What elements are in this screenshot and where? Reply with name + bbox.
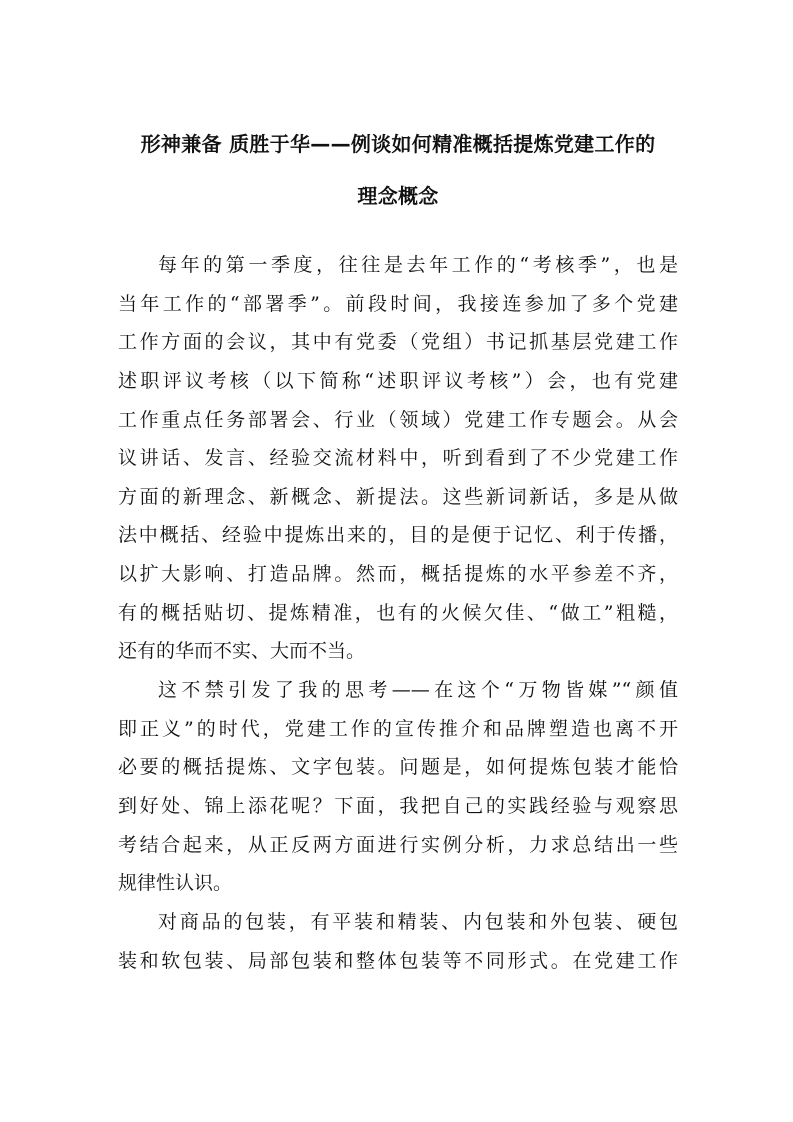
document-title-line-2: 理念概念	[357, 184, 439, 208]
paragraph-line: 到好处、锦上添花呢？下面，我把自己的实践经验与观察思	[118, 794, 678, 817]
paragraph-line: 以扩大影响、打造品牌。然而，概括提炼的水平参差不齐，	[118, 563, 678, 586]
document-title-line-1: 形神兼备 质胜于华——例谈如何精准概括提炼党建工作的	[140, 132, 656, 156]
paragraph-line: 对商品的包装，有平装和精装、内包装和外包装、硬包	[158, 910, 678, 933]
paragraph-line: 装和软包装、局部包装和整体包装等不同形式。在党建工作	[118, 949, 678, 972]
paragraph-line: 当年工作的“部署季”。前段时间，我接连参加了多个党建	[118, 292, 678, 315]
paragraph-line: 规律性认识。	[118, 872, 233, 895]
paragraph-line: 工作方面的会议，其中有党委（党组）书记抓基层党建工作	[118, 331, 678, 354]
paragraph-line: 每年的第一季度，往往是去年工作的“考核季”，也是	[158, 254, 678, 276]
paragraph-2	[118, 671, 678, 903]
paragraph-line: 有的概括贴切、提炼精准，也有的火候欠佳、“做工”粗糙，	[118, 601, 678, 624]
paragraph-line: 工作重点任务部署会、行业（领域）党建工作专题会。从会	[118, 408, 678, 431]
paragraph-line: 述职评议考核（以下简称“述职评议考核”）会，也有党建	[118, 369, 678, 392]
paragraph-line: 考结合起来，从正反两方面进行实例分析，力求总结出一些	[118, 833, 678, 856]
paragraph-line: 即正义”的时代，党建工作的宣传推介和品牌塑造也离不开	[118, 717, 678, 740]
paragraph-1	[118, 246, 678, 671]
paragraph-line: 还有的华而不实、大而不当。	[118, 640, 366, 663]
paragraph-line: 方面的新理念、新概念、新提法。这些新词新话，多是从做	[118, 485, 678, 508]
paragraph-line: 必要的概括提炼、文字包装。问题是，如何提炼包装才能恰	[118, 756, 678, 779]
document-body	[118, 246, 678, 980]
paragraph-line: 这不禁引发了我的思考——在这个“万物皆媒”“颜值	[158, 679, 678, 702]
paragraph-line: 议讲话、发言、经验交流材料中，听到看到了不少党建工作	[118, 447, 678, 470]
paragraph-3	[118, 903, 678, 980]
paragraph-line: 法中概括、经验中提炼出来的，目的是便于记忆、利于传播，	[118, 524, 678, 547]
